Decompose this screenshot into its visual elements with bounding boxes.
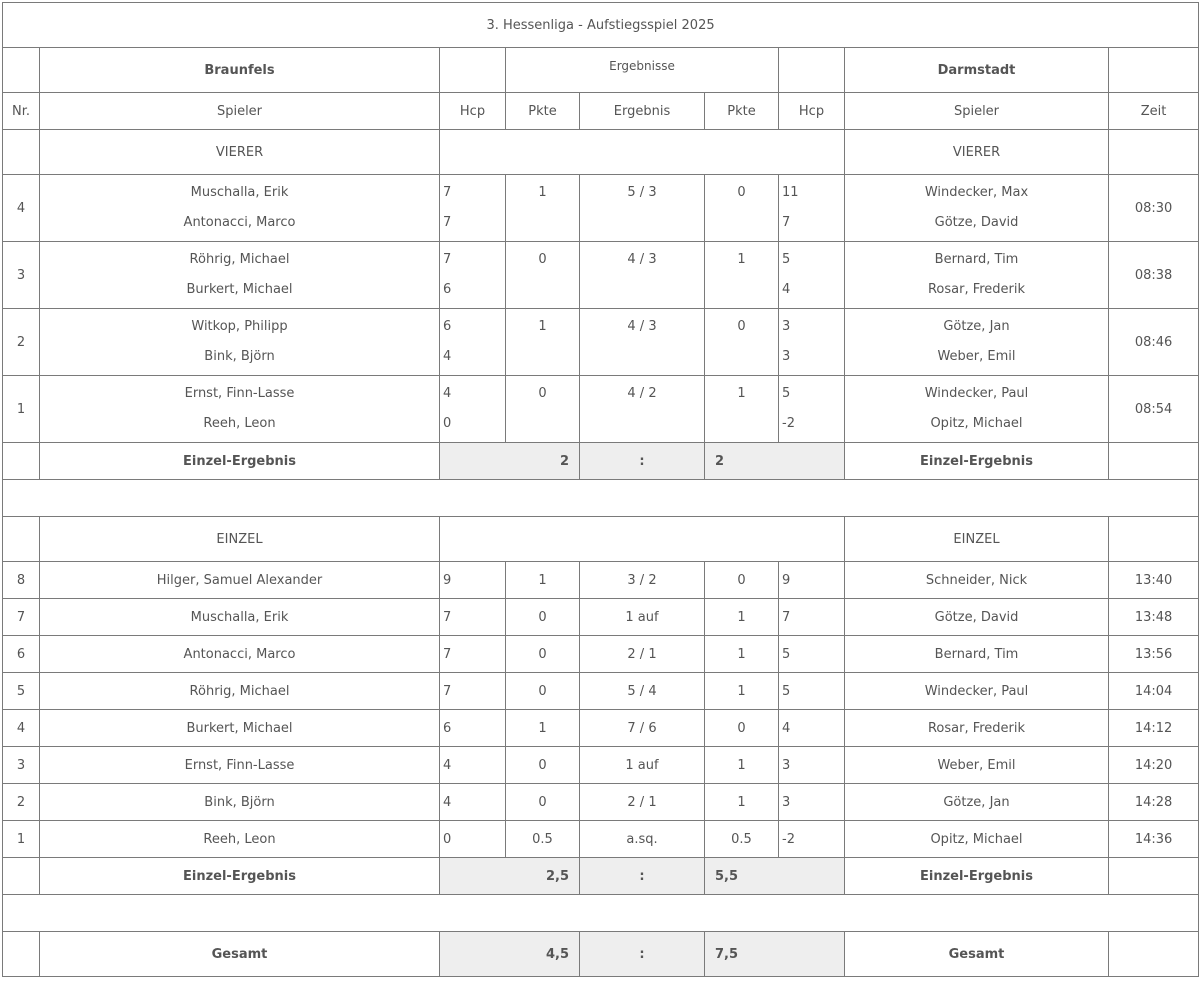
result-label-away: Einzel-Ergebnis xyxy=(845,443,1109,480)
empty-cell xyxy=(3,443,40,480)
einzel-result-row xyxy=(3,858,1199,895)
away-hcp: 3 xyxy=(779,784,845,821)
home-pkte: 0 xyxy=(506,784,580,821)
gesamt-score-home: 4,5 xyxy=(440,932,580,977)
col-ergebnis: Ergebnis xyxy=(580,93,705,130)
hcp-value: 5 xyxy=(782,252,791,267)
match-ergebnis: 2 / 1 xyxy=(580,784,705,821)
away-player: Windecker, Paul xyxy=(924,386,1029,401)
away-hcp: 7 xyxy=(779,599,845,636)
away-pkte xyxy=(705,175,779,242)
home-hcp: 4 xyxy=(440,747,506,784)
away-player: Bernard, Tim xyxy=(934,252,1019,267)
home-player: Bink, Björn xyxy=(40,784,440,821)
match-ergebnis: 3 / 2 xyxy=(580,562,705,599)
home-player: Witkop, Philipp xyxy=(191,319,288,334)
empty-cell xyxy=(1109,48,1199,93)
home-pkte: 0 xyxy=(506,599,580,636)
gesamt-score-away: 7,5 xyxy=(705,932,845,977)
home-hcp xyxy=(440,376,506,443)
away-hcp: 3 xyxy=(779,747,845,784)
match-nr: 4 xyxy=(3,710,40,747)
home-player: Röhrig, Michael xyxy=(189,252,290,267)
einzel-match-row xyxy=(3,599,1199,636)
home-players xyxy=(40,376,440,443)
away-pkte: 0 xyxy=(705,710,779,747)
col-hcp-away: Hcp xyxy=(779,93,845,130)
title-row xyxy=(3,3,1199,48)
home-pkte: 1 xyxy=(506,710,580,747)
away-player: Götze, Jan xyxy=(845,784,1109,821)
empty-cell xyxy=(3,932,40,977)
away-players xyxy=(845,309,1109,376)
empty-cell xyxy=(1109,517,1199,562)
home-players xyxy=(40,242,440,309)
home-players xyxy=(40,175,440,242)
away-player: Götze, David xyxy=(845,599,1109,636)
pkte-value: 1 xyxy=(538,319,547,334)
match-ergebnis: 7 / 6 xyxy=(580,710,705,747)
result-separator: : xyxy=(580,858,705,895)
match-nr: 1 xyxy=(3,376,40,443)
hcp-value: 3 xyxy=(782,349,791,364)
home-player: Muschalla, Erik xyxy=(190,185,289,200)
empty-cell xyxy=(440,130,845,175)
away-hcp: 4 xyxy=(779,710,845,747)
einzel-match-row xyxy=(3,636,1199,673)
hcp-value: 7 xyxy=(443,185,452,200)
away-players xyxy=(845,242,1109,309)
away-player: Opitz, Michael xyxy=(845,821,1109,858)
result-label-away: Einzel-Ergebnis xyxy=(845,858,1109,895)
pkte-value: 1 xyxy=(737,386,746,401)
hcp-value: 6 xyxy=(443,282,452,297)
ergebnis-value: 4 / 2 xyxy=(627,386,657,401)
match-ergebnis: 2 / 1 xyxy=(580,636,705,673)
empty-cell xyxy=(440,48,506,93)
home-player: Bink, Björn xyxy=(204,349,275,364)
col-hcp-home: Hcp xyxy=(440,93,506,130)
hcp-value: 6 xyxy=(443,319,452,334)
match-nr: 8 xyxy=(3,562,40,599)
match-nr: 2 xyxy=(3,309,40,376)
home-player: Ernst, Finn-Lasse xyxy=(40,747,440,784)
einzel-match-row xyxy=(3,562,1199,599)
einzel-match-row xyxy=(3,784,1199,821)
tee-time: 14:12 xyxy=(1109,710,1199,747)
result-score-away: 2 xyxy=(705,443,845,480)
tee-time: 08:46 xyxy=(1109,309,1199,376)
home-pkte xyxy=(506,309,580,376)
match-ergebnis xyxy=(580,309,705,376)
pkte-value: 0 xyxy=(538,252,547,267)
hcp-value: 3 xyxy=(782,319,791,334)
empty-cell xyxy=(3,858,40,895)
col-nr: Nr. xyxy=(3,93,40,130)
ergebnis-value: 4 / 3 xyxy=(627,319,657,334)
empty-cell xyxy=(3,517,40,562)
away-player: Bernard, Tim xyxy=(845,636,1109,673)
vierer-match-row xyxy=(3,242,1199,309)
empty-cell xyxy=(3,48,40,93)
home-player: Ernst, Finn-Lasse xyxy=(184,386,295,401)
gesamt-label-away: Gesamt xyxy=(845,932,1109,977)
spacer-cell xyxy=(3,480,1199,517)
match-ergebnis: 5 / 4 xyxy=(580,673,705,710)
home-pkte: 0 xyxy=(506,673,580,710)
home-hcp xyxy=(440,309,506,376)
match-ergebnis xyxy=(580,175,705,242)
empty-cell xyxy=(779,48,845,93)
home-players xyxy=(40,309,440,376)
vierer-label-away: VIERER xyxy=(845,130,1109,175)
pkte-value: 1 xyxy=(737,252,746,267)
match-ergebnis xyxy=(580,242,705,309)
hcp-value: 5 xyxy=(782,386,791,401)
einzel-label-home: EINZEL xyxy=(40,517,440,562)
empty-cell xyxy=(1109,858,1199,895)
page-title: 3. Hessenliga - Aufstiegsspiel 2025 xyxy=(3,3,1199,48)
match-ergebnis xyxy=(580,376,705,443)
result-label-home: Einzel-Ergebnis xyxy=(40,858,440,895)
col-pkte-away: Pkte xyxy=(705,93,779,130)
team-header-row xyxy=(3,48,1199,93)
gesamt-separator: : xyxy=(580,932,705,977)
away-player: Windecker, Paul xyxy=(845,673,1109,710)
einzel-match-row xyxy=(3,821,1199,858)
home-player: Antonacci, Marco xyxy=(183,215,296,230)
tee-time: 13:40 xyxy=(1109,562,1199,599)
einzel-match-row xyxy=(3,710,1199,747)
match-ergebnis: 1 auf xyxy=(580,747,705,784)
away-hcp: 5 xyxy=(779,636,845,673)
gesamt-row xyxy=(3,932,1199,977)
match-nr: 5 xyxy=(3,673,40,710)
col-spieler-away: Spieler xyxy=(845,93,1109,130)
hcp-value: 11 xyxy=(782,185,799,200)
home-pkte xyxy=(506,242,580,309)
hcp-value: 7 xyxy=(443,215,452,230)
away-pkte: 0.5 xyxy=(705,821,779,858)
tee-time: 14:28 xyxy=(1109,784,1199,821)
match-nr: 7 xyxy=(3,599,40,636)
result-score-home: 2 xyxy=(440,443,580,480)
away-player: Rosar, Frederik xyxy=(927,282,1026,297)
results-table xyxy=(2,2,1199,977)
home-hcp: 7 xyxy=(440,599,506,636)
pkte-value: 1 xyxy=(538,185,547,200)
away-player: Rosar, Frederik xyxy=(845,710,1109,747)
empty-cell xyxy=(3,130,40,175)
gesamt-label-home: Gesamt xyxy=(40,932,440,977)
away-pkte: 1 xyxy=(705,747,779,784)
col-zeit: Zeit xyxy=(1109,93,1199,130)
home-player: Antonacci, Marco xyxy=(40,636,440,673)
home-player: Hilger, Samuel Alexander xyxy=(40,562,440,599)
ergebnis-value: 4 / 3 xyxy=(627,252,657,267)
away-pkte xyxy=(705,309,779,376)
away-pkte: 1 xyxy=(705,599,779,636)
home-pkte: 0 xyxy=(506,747,580,784)
vierer-label-home: VIERER xyxy=(40,130,440,175)
away-pkte: 1 xyxy=(705,636,779,673)
match-nr: 3 xyxy=(3,747,40,784)
away-player: Götze, David xyxy=(934,215,1019,230)
away-hcp: 9 xyxy=(779,562,845,599)
hcp-value: -2 xyxy=(782,416,795,431)
col-spieler-home: Spieler xyxy=(40,93,440,130)
pkte-value: 0 xyxy=(737,319,746,334)
vierer-section-row xyxy=(3,130,1199,175)
hcp-value: 7 xyxy=(443,252,452,267)
result-separator: : xyxy=(580,443,705,480)
away-hcp xyxy=(779,376,845,443)
result-label-home: Einzel-Ergebnis xyxy=(40,443,440,480)
away-player: Schneider, Nick xyxy=(845,562,1109,599)
spacer-cell xyxy=(3,895,1199,932)
away-pkte: 1 xyxy=(705,673,779,710)
away-players xyxy=(845,175,1109,242)
home-hcp: 7 xyxy=(440,636,506,673)
away-hcp xyxy=(779,242,845,309)
away-hcp xyxy=(779,309,845,376)
away-team-name: Darmstadt xyxy=(845,48,1109,93)
away-players xyxy=(845,376,1109,443)
tee-time: 14:04 xyxy=(1109,673,1199,710)
ergebnis-value: 5 / 3 xyxy=(627,185,657,200)
away-hcp xyxy=(779,175,845,242)
einzel-label-away: EINZEL xyxy=(845,517,1109,562)
vierer-match-row xyxy=(3,309,1199,376)
home-pkte xyxy=(506,175,580,242)
empty-cell xyxy=(1109,130,1199,175)
away-hcp: 5 xyxy=(779,673,845,710)
col-pkte-home: Pkte xyxy=(506,93,580,130)
tee-time: 08:38 xyxy=(1109,242,1199,309)
home-player: Reeh, Leon xyxy=(40,821,440,858)
home-hcp: 0 xyxy=(440,821,506,858)
match-nr: 1 xyxy=(3,821,40,858)
spacer-row xyxy=(3,895,1199,932)
match-ergebnis: 1 auf xyxy=(580,599,705,636)
pkte-value: 0 xyxy=(737,185,746,200)
home-hcp: 7 xyxy=(440,673,506,710)
match-ergebnis: a.sq. xyxy=(580,821,705,858)
tee-time: 13:56 xyxy=(1109,636,1199,673)
hcp-value: 0 xyxy=(443,416,452,431)
tee-time: 08:54 xyxy=(1109,376,1199,443)
home-hcp: 9 xyxy=(440,562,506,599)
empty-cell xyxy=(440,517,845,562)
vierer-match-row xyxy=(3,175,1199,242)
einzel-section-row xyxy=(3,517,1199,562)
hcp-value: 4 xyxy=(443,349,452,364)
away-player: Windecker, Max xyxy=(924,185,1029,200)
home-player: Burkert, Michael xyxy=(40,710,440,747)
result-score-away: 5,5 xyxy=(705,858,845,895)
tee-time: 14:36 xyxy=(1109,821,1199,858)
home-hcp xyxy=(440,175,506,242)
home-hcp: 4 xyxy=(440,784,506,821)
vierer-result-row xyxy=(3,443,1199,480)
away-pkte: 0 xyxy=(705,562,779,599)
einzel-match-row xyxy=(3,673,1199,710)
match-nr: 4 xyxy=(3,175,40,242)
home-player: Muschalla, Erik xyxy=(40,599,440,636)
result-score-home: 2,5 xyxy=(440,858,580,895)
away-pkte: 1 xyxy=(705,784,779,821)
home-player: Burkert, Michael xyxy=(186,282,293,297)
pkte-value: 0 xyxy=(538,386,547,401)
empty-cell xyxy=(1109,932,1199,977)
vierer-match-row xyxy=(3,376,1199,443)
match-nr: 6 xyxy=(3,636,40,673)
tee-time: 08:30 xyxy=(1109,175,1199,242)
hcp-value: 7 xyxy=(782,215,791,230)
away-pkte xyxy=(705,376,779,443)
home-pkte: 0.5 xyxy=(506,821,580,858)
home-pkte: 0 xyxy=(506,636,580,673)
hcp-value: 4 xyxy=(443,386,452,401)
home-team-name: Braunfels xyxy=(40,48,440,93)
match-nr: 3 xyxy=(3,242,40,309)
home-player: Reeh, Leon xyxy=(203,416,276,431)
away-player: Weber, Emil xyxy=(845,747,1109,784)
match-nr: 2 xyxy=(3,784,40,821)
away-player: Weber, Emil xyxy=(937,349,1016,364)
home-pkte xyxy=(506,376,580,443)
column-header-row xyxy=(3,93,1199,130)
einzel-match-row xyxy=(3,747,1199,784)
tee-time: 14:20 xyxy=(1109,747,1199,784)
empty-cell xyxy=(1109,443,1199,480)
away-player: Götze, Jan xyxy=(943,319,1010,334)
away-hcp: -2 xyxy=(779,821,845,858)
home-pkte: 1 xyxy=(506,562,580,599)
ergebnisse-header: Ergebnisse xyxy=(506,48,779,93)
away-pkte xyxy=(705,242,779,309)
home-hcp xyxy=(440,242,506,309)
hcp-value: 4 xyxy=(782,282,791,297)
home-hcp: 6 xyxy=(440,710,506,747)
tee-time: 13:48 xyxy=(1109,599,1199,636)
away-player: Opitz, Michael xyxy=(930,416,1023,431)
spacer-row xyxy=(3,480,1199,517)
home-player: Röhrig, Michael xyxy=(40,673,440,710)
